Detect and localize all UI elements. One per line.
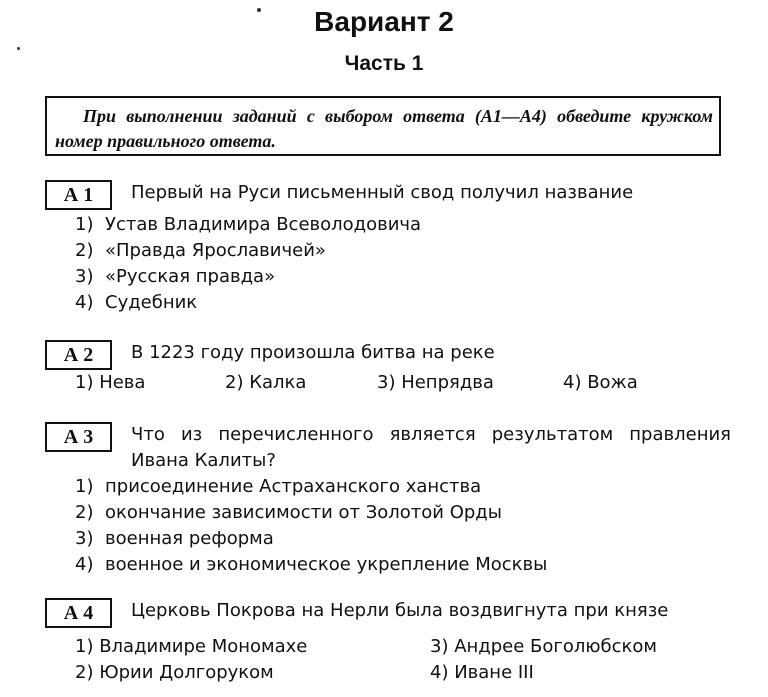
- option-item[interactable]: 3) Непрядва: [377, 372, 494, 393]
- option-item[interactable]: 4) военное и экономическое укрепление Москвы: [75, 554, 548, 575]
- option-item[interactable]: 3) «Русская правда»: [75, 266, 276, 287]
- option-item[interactable]: 2) окончание зависимости от Золотой Орды: [75, 502, 502, 523]
- question-text: В 1223 году произошла битва на реке: [131, 342, 495, 363]
- option-item[interactable]: 1) Владимире Мономахе: [75, 636, 308, 657]
- question-label: А 1: [45, 180, 112, 210]
- page-title: Вариант 2: [314, 6, 454, 37]
- option-item[interactable]: 2) Калка: [225, 372, 307, 393]
- instruction-box: При выполнении заданий с выбором ответа (А1—А4) обведите кружком номер правильного ответа.: [45, 96, 721, 156]
- option-item[interactable]: 4) Вожа: [563, 372, 638, 393]
- option-item[interactable]: 4) Судебник: [75, 292, 198, 313]
- option-item[interactable]: 4) Иване III: [430, 662, 534, 683]
- section-subtitle: Часть 1: [344, 52, 424, 75]
- option-item[interactable]: 1) присоединение Астраханского ханства: [75, 476, 482, 497]
- option-item[interactable]: 1) Устав Владимира Всеволодовича: [75, 214, 422, 235]
- option-item[interactable]: 2) Юрии Долгоруком: [75, 662, 274, 683]
- option-list: [75, 212, 421, 316]
- option-item[interactable]: 1) Нева: [75, 372, 146, 393]
- option-item[interactable]: 3) Андрее Боголюбском: [430, 636, 657, 657]
- question-label: А 4: [45, 598, 112, 628]
- question-text: Церковь Покрова на Нерли была воздвигнута при князе: [131, 600, 669, 621]
- speck: [17, 47, 20, 50]
- question-label: А 3: [45, 422, 112, 452]
- question-text: Что из перечисленного является результатом правления Ивана Калиты?: [131, 424, 731, 471]
- question-label: А 2: [45, 340, 112, 370]
- option-item[interactable]: 3) военная реформа: [75, 528, 274, 549]
- option-item[interactable]: 2) «Правда Ярославичей»: [75, 240, 326, 261]
- option-list: [75, 474, 547, 578]
- question-text: Первый на Руси письменный свод получил название: [131, 182, 634, 203]
